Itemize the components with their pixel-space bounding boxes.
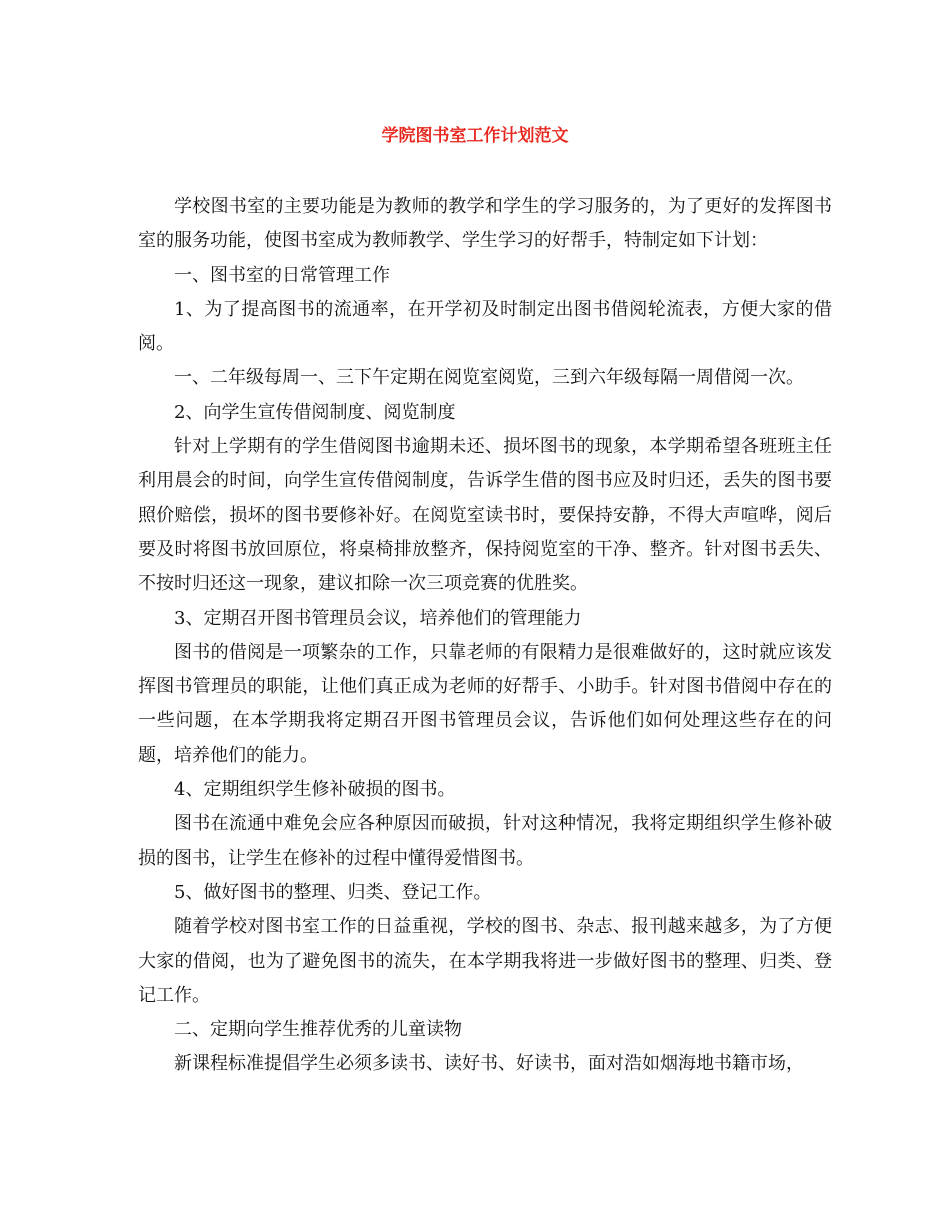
heading-section-2: 二、定期向学生推荐优秀的儿童读物 — [174, 1019, 462, 1041]
item-2-detail: 针对上学期有的学生借阅图书逾期未还、损坏图书的现象，本学期希望各班班主任利用晨会的时间，向学生宣传借阅制度，告诉学生借的图书应及时归还，丢失的图书要照价赔偿，损坏的图书要修补好。在阅览室读书时，要保持安静，不得大声喧哗，阅后要及时将图书放回原位，将桌椅排放整齐，保持阅览室的干净、整齐。针对图书丢失、不按时归还这一现象，建议扣除一次三项竞赛的优胜奖。 — [138, 436, 832, 595]
item-3-heading: 3、定期召开图书管理员会议，培养他们的管理能力 — [174, 607, 582, 629]
item-4-heading: 4、定期组织学生修补破损的图书。 — [174, 779, 456, 801]
paragraph-intro: 学校图书室的主要功能是为教师的教学和学生的学习服务的，为了更好的发挥图书室的服务功能，使图书室成为教师教学、学生学习的好帮手，特制定如下计划： — [138, 196, 832, 252]
item-4-detail: 图书在流通中难免会应各种原因而破损，针对这种情况，我将定期组织学生修补破损的图书，让学生在修补的过程中懂得爱惜图书。 — [138, 813, 832, 869]
section-2-detail: 新课程标准提倡学生必须多读书、读好书、好读书，面对浩如烟海地书籍市场， — [174, 1053, 804, 1075]
item-5-detail: 随着学校对图书室工作的日益重视，学校的图书、杂志、报刊越来越多，为了方便大家的借阅，也为了避免图书的流失，在本学期我将进一步做好图书的整理、归类、登记工作。 — [138, 916, 832, 1006]
item-5-heading: 5、做好图书的整理、归类、登记工作。 — [174, 881, 492, 903]
heading-section-1: 一、图书室的日常管理工作 — [174, 264, 390, 286]
item-1-detail: 一、二年级每周一、三下午定期在阅览室阅览，三到六年级每隔一周借阅一次。 — [174, 367, 804, 389]
item-3-detail: 图书的借阅是一项繁杂的工作，只靠老师的有限精力是很难做好的，这时就应该发挥图书管理员的职能，让他们真正成为老师的好帮手、小助手。针对图书借阅中存在的一些问题，在本学期我将定期召开图书管理员会议，告诉他们如何处理这些存在的问题，培养他们的能力。 — [138, 641, 832, 766]
item-2-heading: 2、向学生宣传借阅制度、阅览制度 — [174, 401, 456, 423]
item-1-heading: 1、为了提高图书的流通率，在开学初及时制定出图书借阅轮流表，方便大家的借阅。 — [138, 298, 832, 355]
document-title: 学院图书室工作计划范文 — [381, 126, 569, 146]
document-body — [138, 190, 832, 1082]
